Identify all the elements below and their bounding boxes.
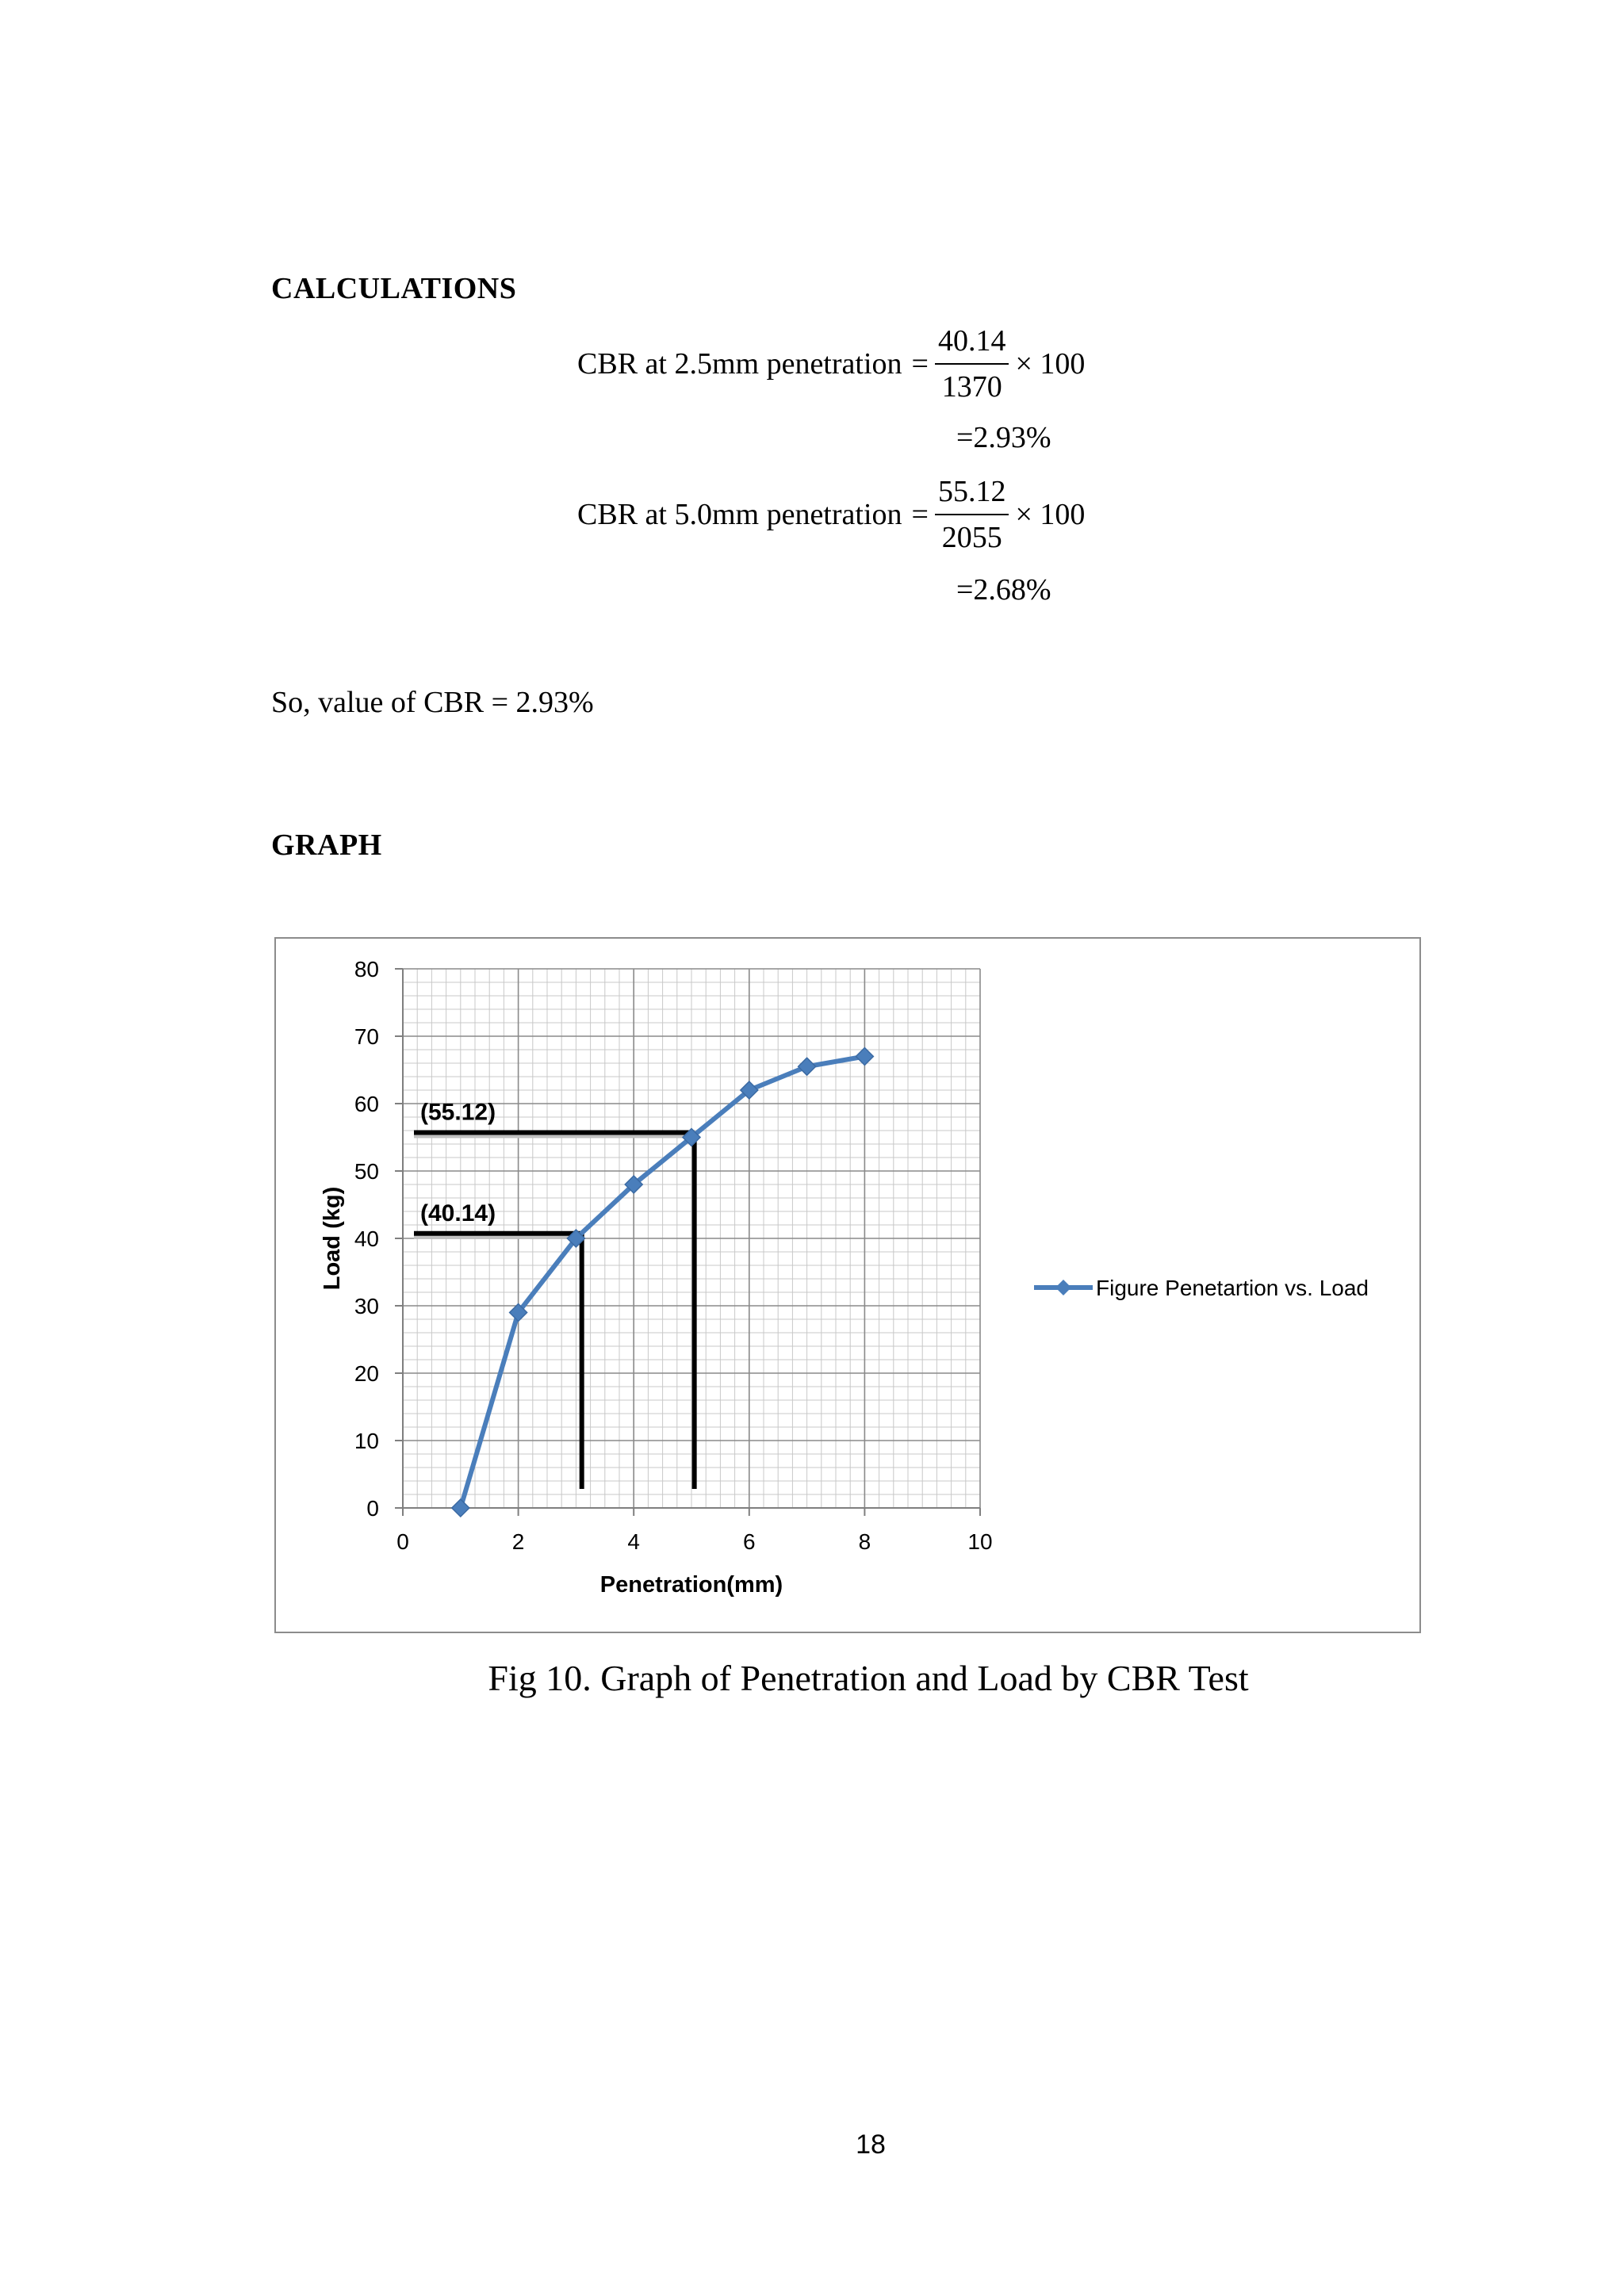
x-tick-label: 8 [858,1529,871,1554]
data-point-marker [799,1058,816,1075]
figure-caption: Fig 10. Graph of Penetration and Load by CBR Test [488,1658,1249,1698]
conclusion-text: So, value of CBR = 2.93% [271,686,594,719]
load-penetration-chart [276,939,1419,1632]
x-tick-label: 0 [396,1529,409,1554]
equals-sign: = [911,498,929,531]
y-tick-label: 20 [354,1361,379,1386]
equation-cbr-2-5mm [577,323,1085,404]
equation-result: =2.68% [956,573,1051,607]
y-tick-label: 30 [354,1294,379,1318]
equals-sign: = [911,347,929,381]
multiplier: × 100 [1015,498,1086,531]
x-tick-label: 10 [967,1529,993,1554]
y-tick-label: 80 [354,957,379,982]
y-tick-label: 10 [354,1429,379,1453]
fraction-numerator: 55.12 [935,474,1009,515]
x-axis-title: Penetration(mm) [599,1572,783,1598]
y-tick-label: 70 [354,1024,379,1049]
y-tick-label: 60 [354,1092,379,1116]
fraction [935,474,1009,555]
legend-label: Figure Penetartion vs. Load [1096,1276,1369,1300]
equation-label: CBR at 2.5mm penetration [577,347,902,381]
annotation-label: (55.12) [420,1099,496,1126]
fraction-numerator: 40.14 [935,323,1009,365]
multiplier: × 100 [1015,347,1086,381]
equation-label: CBR at 5.0mm penetration [577,498,902,531]
fraction-denominator: 2055 [941,521,1002,554]
y-tick-label: 0 [366,1496,379,1521]
chart-frame [274,937,1421,1633]
x-tick-label: 4 [627,1529,640,1554]
x-tick-label: 6 [743,1529,756,1554]
fraction [935,323,1009,404]
calculations-heading: CALCULATIONS [271,272,517,305]
x-tick-label: 2 [511,1529,525,1554]
data-point-marker [856,1048,873,1066]
data-point-marker [452,1499,469,1517]
y-tick-label: 40 [354,1226,379,1251]
equation-result: =2.93% [956,421,1051,454]
legend-marker [1055,1280,1071,1295]
fraction-denominator: 1370 [941,370,1002,404]
annotation-label: (40.14) [420,1200,496,1226]
graph-heading: GRAPH [271,828,382,862]
equation-cbr-5-0mm [577,474,1085,555]
y-tick-label: 50 [354,1159,379,1184]
y-axis-title: Load (kg) [320,1186,345,1291]
page-number: 18 [856,2130,886,2160]
